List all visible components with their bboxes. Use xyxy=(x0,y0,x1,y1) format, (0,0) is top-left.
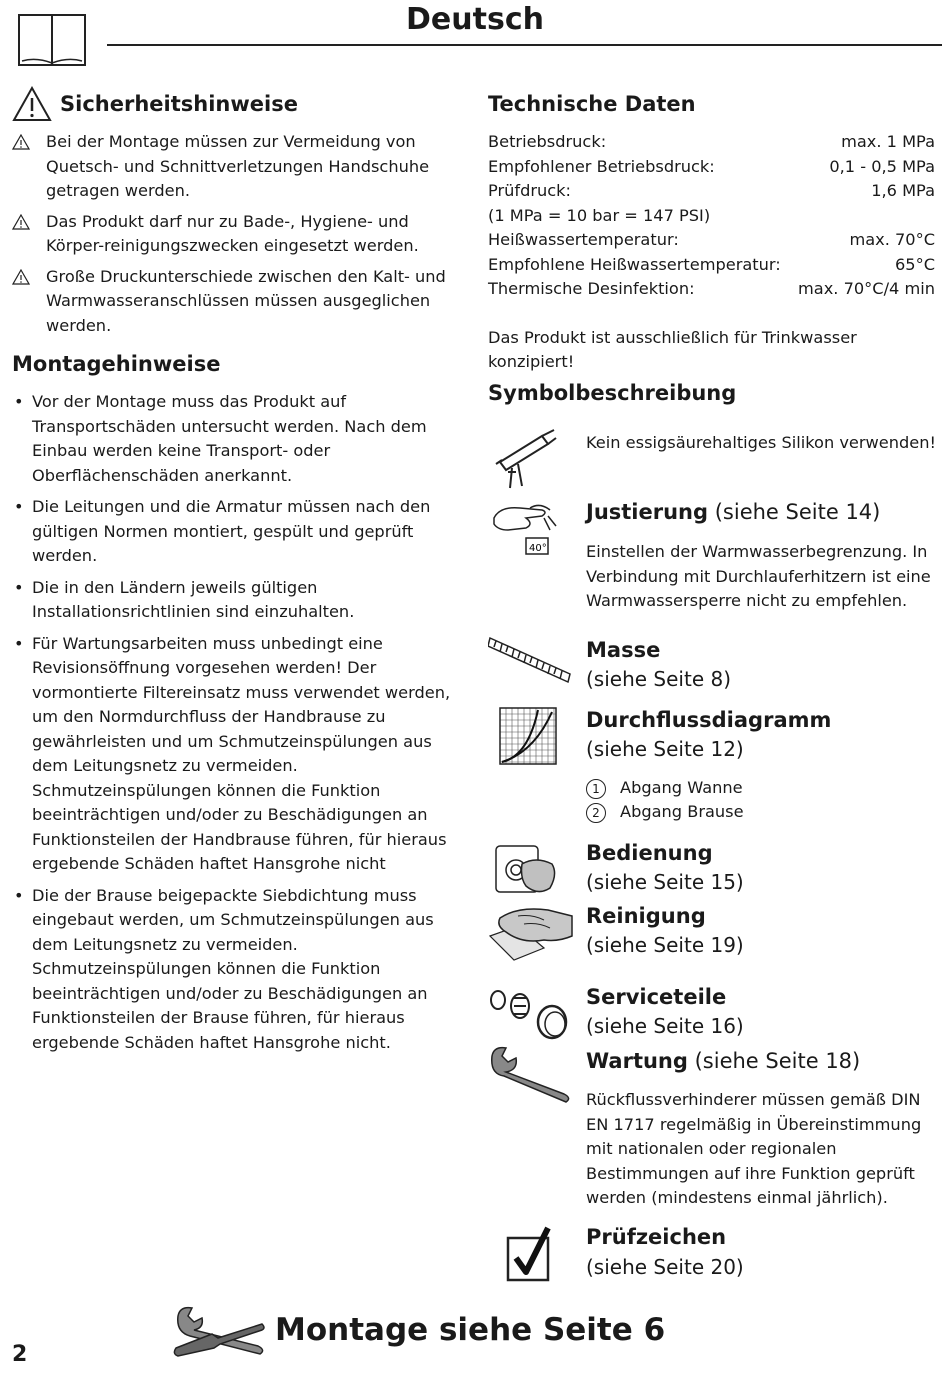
reinigung-ref: (siehe Seite 19) xyxy=(586,933,744,957)
wartung-title: Wartung (siehe Seite 18) xyxy=(586,1049,861,1073)
durchfluss-ref: (siehe Seite 12) xyxy=(586,737,744,761)
safety-item: Bei der Montage müssen zur Vermeidung von Quetsch- und Schnittverletzungen Handschuhe getragen werden. xyxy=(12,130,467,204)
serviceteile-title: Serviceteile xyxy=(586,985,727,1009)
title-rule xyxy=(107,44,942,46)
justierung-title: Justierung (siehe Seite 14) xyxy=(586,500,881,524)
safety-heading: Sicherheitshinweise xyxy=(60,92,298,116)
durchfluss-item-1: 1 Abgang Wanne xyxy=(586,776,743,801)
safety-item: Große Druckunterschiede zwischen den Kalt- und Warmwasseranschlüssen müssen ausgeglichen werden. xyxy=(12,265,467,339)
montage-reference: Montage siehe Seite 6 xyxy=(275,1312,666,1348)
warning-icon xyxy=(12,134,30,150)
warning-icon xyxy=(12,86,52,122)
masse-ref: (siehe Seite 8) xyxy=(586,667,732,691)
pruefzeichen-ref: (siehe Seite 20) xyxy=(586,1255,744,1279)
checkbox-icon xyxy=(504,1224,554,1284)
svg-text:40°: 40° xyxy=(529,543,547,554)
list-item: • Für Wartungsarbeiten muss unbedingt eine Revisionsöffnung vorgesehen werden! Der vormontierte Filtereinsatz muss verwendet werden, um den Normdurchfluss der Handbrause zu gewährleisten und um Schmutzeinspülungen aus dem Leitungsnetz zu vermeiden. Schmutzeinspülungen können die Funktion beeinträchtigen und/oder zu Beschädigungen an Funktionsteilen der Handbrause führen, für hieraus ergebende Schäden haftet Hansgrohe nicht xyxy=(12,632,467,877)
page-title: Deutsch xyxy=(406,2,544,37)
tech-section xyxy=(488,92,935,375)
tech-row: Prüfdruck: 1,6 MPa xyxy=(488,181,935,200)
mounting-list xyxy=(12,390,467,1055)
tech-heading: Technische Daten xyxy=(488,92,696,116)
warning-icon xyxy=(12,269,30,285)
operation-hand-icon xyxy=(494,840,560,900)
list-item: • Die in den Ländern jeweils gültigen Installationsrichtlinien sind einzuhalten. xyxy=(12,576,467,625)
cleaning-hand-icon xyxy=(488,902,574,962)
justierung-text: Einstellen der Warmwasserbegrenzung. In Verbindung mit Durchlauferhitzern ist eine Warmwassersperre nicht zu empfehlen. xyxy=(586,542,931,610)
tech-row: Thermische Desinfektion: max. 70°C/4 min xyxy=(488,279,935,298)
tech-row: Heißwassertemperatur: max. 70°C xyxy=(488,230,935,249)
warning-icon xyxy=(12,214,30,230)
durchfluss-item-2: 2 Abgang Brause xyxy=(586,800,744,825)
mounting-heading: Montagehinweise xyxy=(12,352,221,376)
mounting-section xyxy=(12,352,467,1062)
silicone-gun-icon xyxy=(490,428,562,492)
silicone-text: Kein essigsäurehaltiges Silikon verwenden! xyxy=(586,433,936,452)
bedienung-ref: (siehe Seite 15) xyxy=(586,870,744,894)
list-item: • Die der Brause beigepackte Siebdichtung muss eingebaut werden, um Schmutzeinspülungen aus dem Leitungsnetz zu vermeiden. Schmutzeinspülungen können die Funktion beeinträchtigen und/oder zu Beschädigungen an Funktionsteilen der Brause führen, für hieraus ergebende Schäden haftet Hansgrohe nicht. xyxy=(12,884,467,1056)
symbols-heading: Symbolbeschreibung xyxy=(488,381,737,405)
wartung-text: Rückflussverhinderer müssen gemäß DIN EN 1717 regelmäßig in Übereinstimmung mit nationalen oder regionalen Bestimmungen auf ihre Funktion geprüft werden (mindestens einmal jährlich). xyxy=(586,1090,922,1207)
bedienung-title: Bedienung xyxy=(586,841,713,865)
tech-row: Empfohlene Heißwassertemperatur: 65°C xyxy=(488,254,935,274)
tech-row: Betriebsdruck: max. 1 MPa xyxy=(488,132,935,151)
tech-row: (1 MPa = 10 bar = 147 PSI) xyxy=(488,205,711,225)
safety-section xyxy=(12,86,467,338)
reinigung-title: Reinigung xyxy=(586,904,706,928)
wrench-icon xyxy=(488,1044,574,1104)
page-number: 2 xyxy=(12,1342,28,1367)
ruler-icon xyxy=(488,634,572,694)
safety-item: Das Produkt darf nur zu Bade-, Hygiene- und Körper-reinigungszwecken eingesetzt werden. xyxy=(12,210,467,259)
pruefzeichen-title: Prüfzeichen xyxy=(586,1225,727,1249)
service-parts-icon xyxy=(488,982,574,1042)
masse-title: Masse xyxy=(586,638,661,662)
adjustment-hand-icon xyxy=(490,498,562,560)
flow-chart-icon xyxy=(498,706,558,766)
tech-row: Empfohlener Betriebsdruck: 0,1 - 0,5 MPa xyxy=(488,156,935,176)
tech-note: Das Produkt ist ausschließlich für Trinkwasser konzipiert! xyxy=(488,327,857,371)
serviceteile-ref: (siehe Seite 16) xyxy=(586,1014,744,1038)
tools-icon xyxy=(172,1302,268,1362)
list-item: • Die Leitungen und die Armatur müssen nach den gültigen Normen montiert, gespült und geprüft werden. xyxy=(12,495,467,569)
list-item: • Vor der Montage muss das Produkt auf Transportschäden untersucht werden. Nach dem Einbau werden keine Transport- oder Oberflächenschäden anerkannt. xyxy=(12,390,467,488)
tech-table xyxy=(488,130,935,302)
durchfluss-title: Durchflussdiagramm xyxy=(586,708,832,732)
